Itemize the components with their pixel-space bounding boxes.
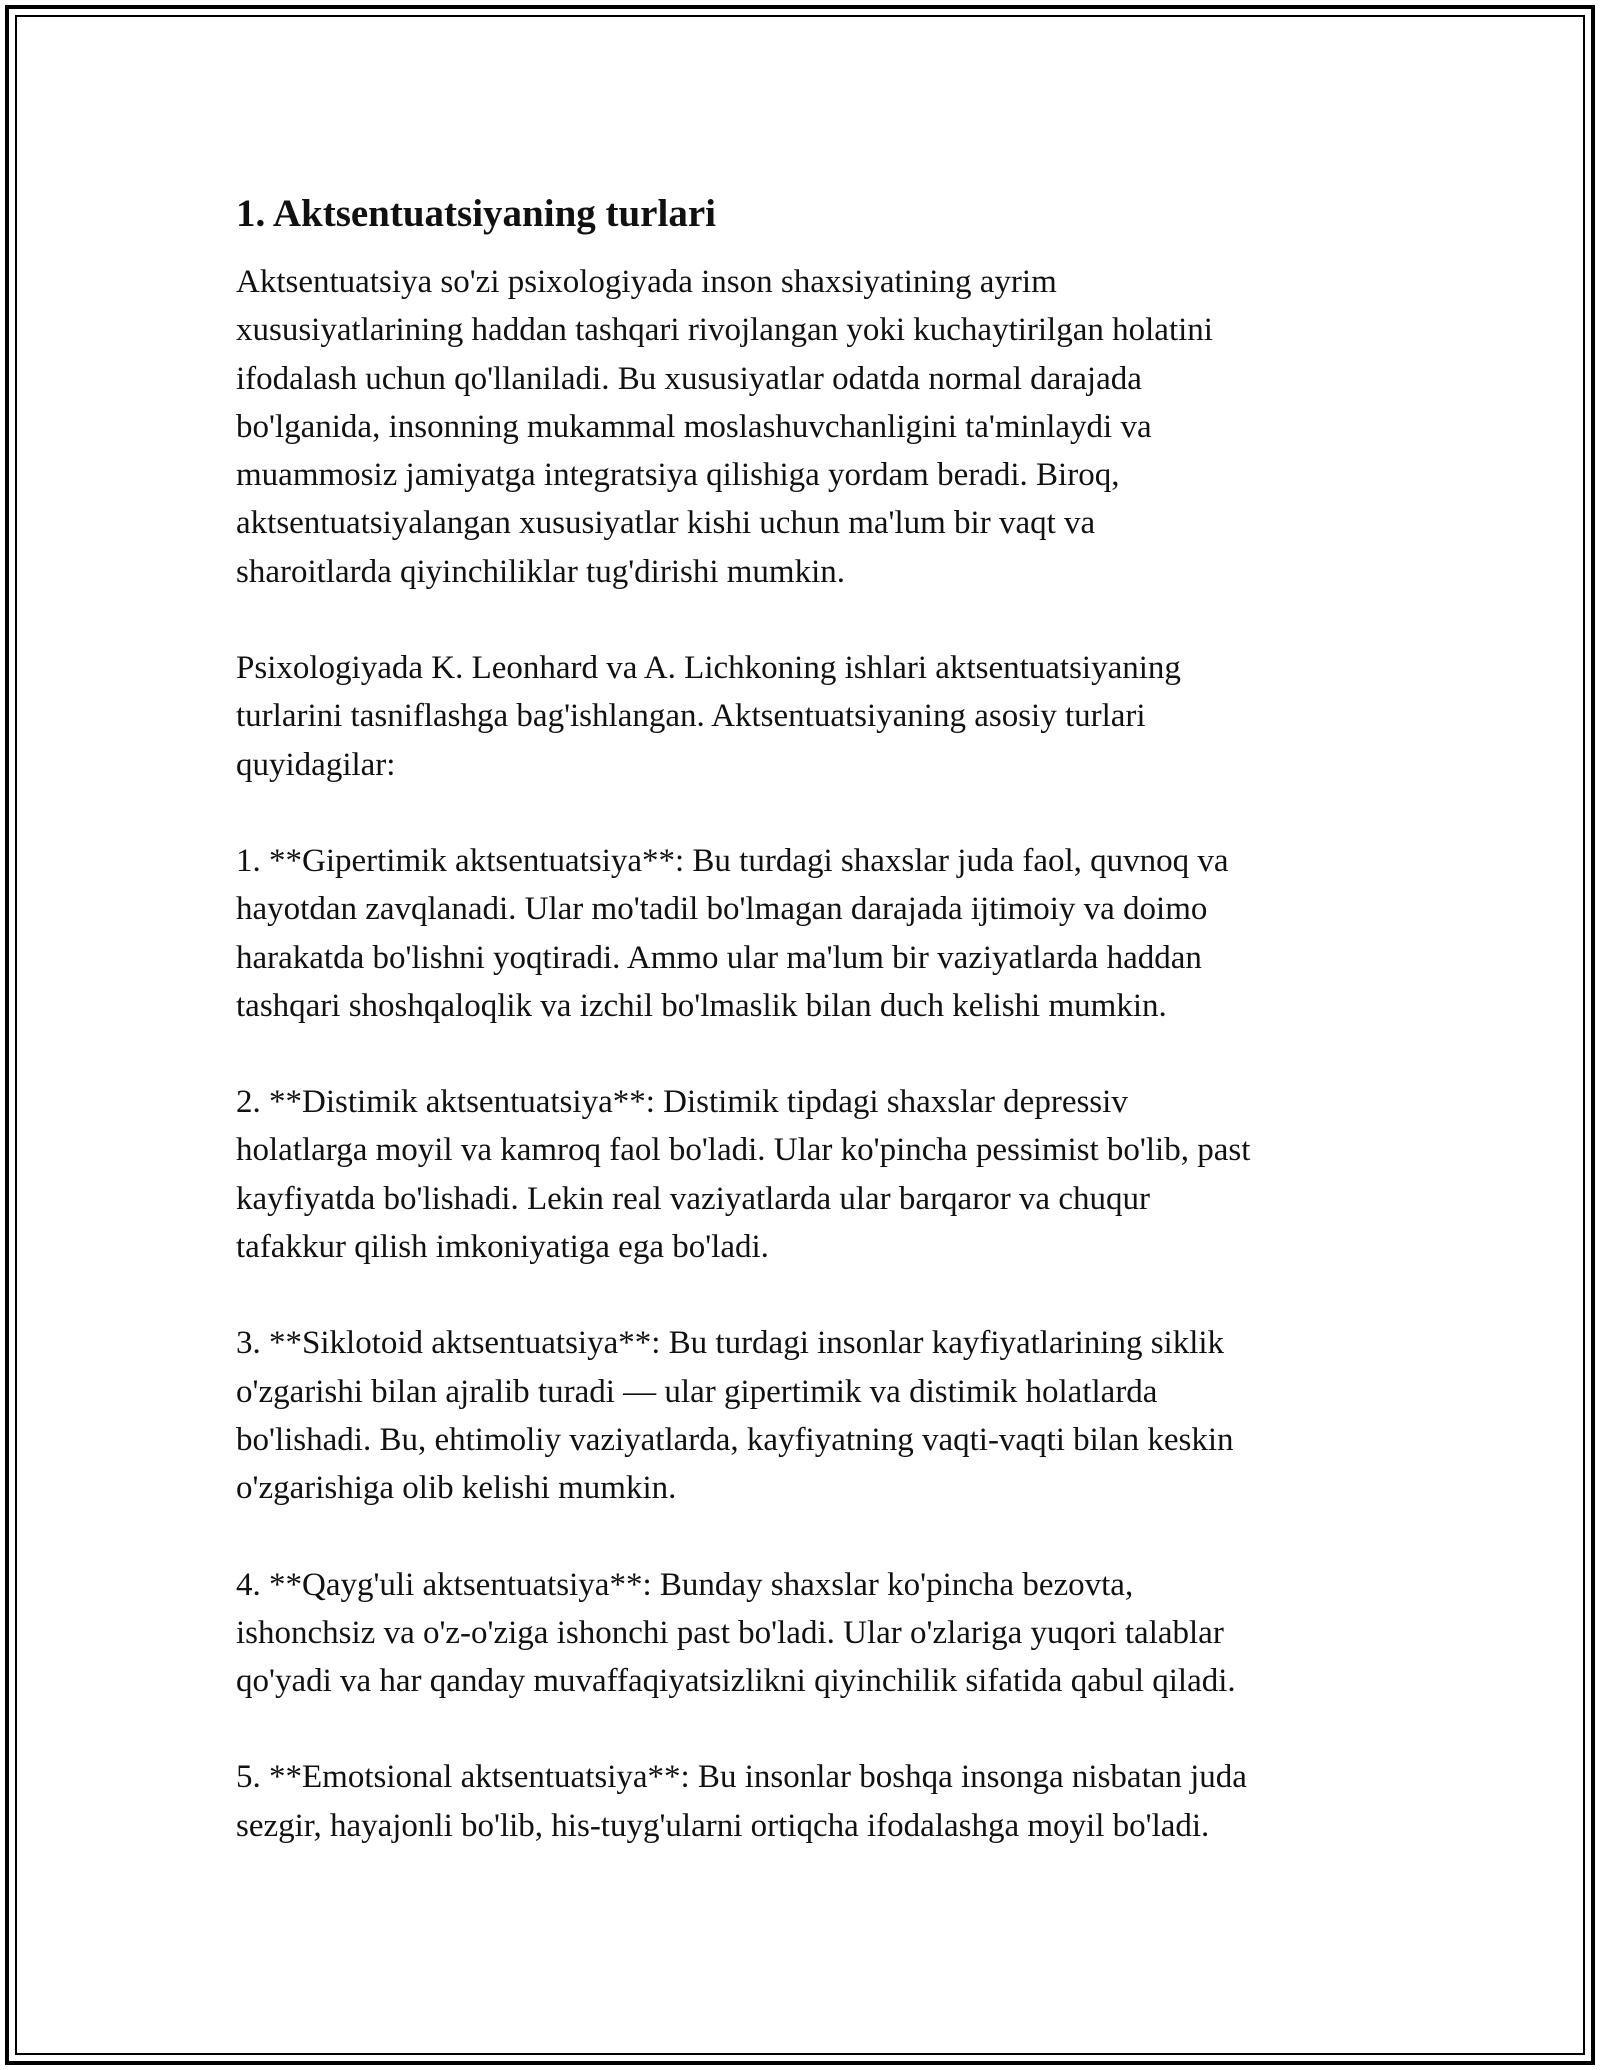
list-item-emotional: 5. **Emotsional aktsentuatsiya**: Bu insonlar boshqa insonga nisbatan juda sezgir, hayajonli bo'lib, his-tuyg'ularni ortiqcha ifodalashga moyil bo'ladi. — [236, 1759, 1247, 1844]
list-item-hyperthymic: 1. **Gipertimik aktsentuatsiya**: Bu turdagi shaxslar juda faol, quvnoq va hayotdan zavqlanadi. Ular mo'tadil bo'lmagan darajada ijtimoiy va doimo harakatda bo'lishni yoqtiradi. Ammo ular ma'lum bir vaziyatlarda haddan tashqari shoshqaloqlik va izchil bo'lmaslik bilan duch kelishi mumkin. — [236, 842, 1229, 1024]
classification-paragraph: Psixologiyada K. Leonhard va A. Lichkoning ishlari aktsentuatsiyaning turlarini tasniflashga bag'ishlangan. Aktsentuatsiyaning asosiy turlari quyidagilar: — [236, 650, 1181, 783]
document-body — [236, 186, 1386, 1898]
intro-paragraph: Aktsentuatsiya so'zi psixologiyada inson shaxsiyatining ayrim xususiyatlarining haddan tashqari rivojlangan yoki kuchaytirilgan holatini ifodalash uchun qo'llaniladi. Bu xususiyatlar odatda normal darajada bo'lganida, insonning mukammal moslashuvchanligini ta'minlaydi va muammosiz jamiyatga integratsiya qilishiga yordam beradi. Biroq, aktsentuatsiyalangan xususiyatlar kishi uchun ma'lum bir vaqt va sharoitlarda qiyinchiliklar tug'dirishi mumkin. — [236, 264, 1213, 590]
list-item-dysthymic: 2. **Distimik aktsentuatsiya**: Distimik tipdagi shaxslar depressiv holatlarga moyil va kamroq faol bo'ladi. Ular ko'pincha pessimist bo'lib, past kayfiyatda bo'lishadi. Lekin real vaziyatlarda ular barqaror va chuqur tafakkur qilish imkoniyatiga ega bo'ladi. — [236, 1084, 1251, 1266]
list-item-cyclothymic: 3. **Siklotoid aktsentuatsiya**: Bu turdagi insonlar kayfiyatlarining siklik o'zgarishi bilan ajralib turadi — ular gipertimik va distimik holatlarda bo'lishadi. Bu, ehtimoliy vaziyatlarda, kayfiyatning vaqti-vaqti bilan keskin o'zgarishiga olib kelishi mumkin. — [236, 1325, 1234, 1507]
list-item-anxious: 4. **Qayg'uli aktsentuatsiya**: Bunday shaxslar ko'pincha bezovta, ishonchsiz va o'z-o'ziga ishonchi past bo'ladi. Ular o'zlariga yuqori talablar qo'yadi va har qanday muvaffaqiyatsizlikni qiyinchilik sifatida qabul qiladi. — [236, 1566, 1236, 1700]
section-heading: 1. Aktsentuatsiyaning turlari — [236, 192, 716, 235]
